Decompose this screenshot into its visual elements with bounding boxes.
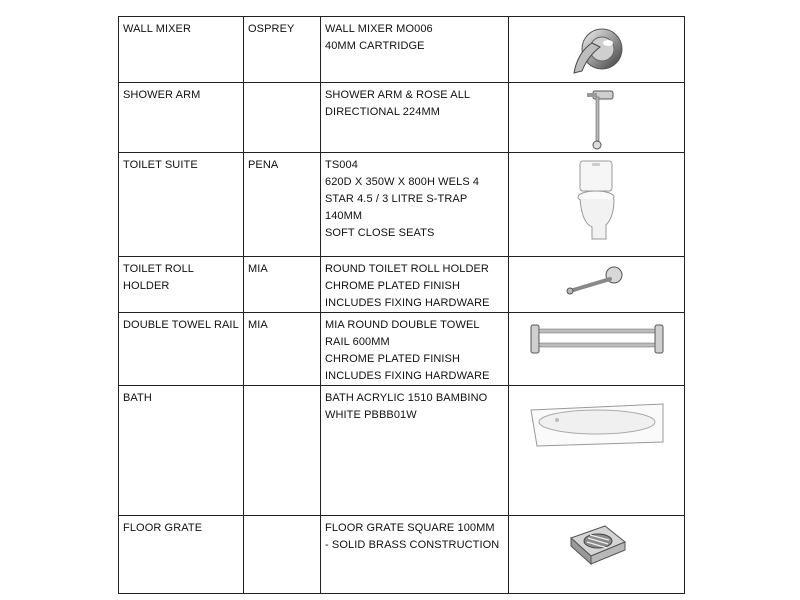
table-row <box>119 83 685 153</box>
brand: PENA <box>244 153 321 257</box>
description-line: WALL MIXER MO006 <box>325 23 433 35</box>
description <box>321 153 509 257</box>
item-name: DOUBLE TOWEL RAIL <box>119 313 244 386</box>
item-name: FLOOR GRATE <box>119 516 244 594</box>
description-line: WHITE PBBB01W <box>325 409 417 421</box>
brand <box>244 386 321 516</box>
product-image <box>509 83 685 153</box>
description <box>321 257 509 313</box>
brand: MIA <box>244 257 321 313</box>
description-line: INCLUDES FIXING HARDWARE <box>325 370 490 382</box>
table-row <box>119 516 685 594</box>
floor-grate-icon <box>565 520 629 570</box>
description-line: STAR 4.5 / 3 LITRE S-TRAP <box>325 193 468 205</box>
table-row <box>119 386 685 516</box>
description-line: 40MM CARTRIDGE <box>325 40 425 52</box>
product-image <box>509 153 685 257</box>
description-line: INCLUDES FIXING HARDWARE <box>325 297 490 309</box>
description-line: CHROME PLATED FINISH <box>325 353 461 365</box>
description-line: ROUND TOILET ROLL HOLDER <box>325 263 489 275</box>
shower-arm-icon <box>577 87 617 151</box>
description-line: FLOOR GRATE SQUARE 100MM <box>325 522 495 534</box>
description-line: SOFT CLOSE SEATS <box>325 227 435 239</box>
table-row <box>119 313 685 386</box>
description <box>321 83 509 153</box>
description <box>321 386 509 516</box>
description <box>321 313 509 386</box>
product-image <box>509 17 685 83</box>
wall-mixer-icon <box>562 21 632 79</box>
description-line: SHOWER ARM & ROSE ALL <box>325 89 471 101</box>
brand <box>244 516 321 594</box>
item-name: TOILET SUITE <box>119 153 244 257</box>
item-name: BATH <box>119 386 244 516</box>
description <box>321 17 509 83</box>
brand <box>244 83 321 153</box>
description-line: MIA ROUND DOUBLE TOWEL <box>325 319 480 331</box>
description-line: TS004 <box>325 159 358 171</box>
product-image <box>509 313 685 386</box>
product-image <box>509 516 685 594</box>
double-towel-rail-icon <box>527 317 667 361</box>
table-row <box>119 257 685 313</box>
description-line: RAIL 600MM <box>325 336 390 348</box>
description-line: BATH ACRYLIC 1510 BAMBINO <box>325 392 488 404</box>
description-line: - SOLID BRASS CONSTRUCTION <box>325 539 500 551</box>
description-line: CHROME PLATED FINISH <box>325 280 461 292</box>
description-line: 620D X 350W X 800H WELS 4 <box>325 176 480 188</box>
item-name: WALL MIXER <box>119 17 244 83</box>
brand: MIA <box>244 313 321 386</box>
description-line: DIRECTIONAL 224MM <box>325 106 440 118</box>
item-name: SHOWER ARM <box>119 83 244 153</box>
product-image <box>509 257 685 313</box>
toilet-suite-icon <box>570 157 624 243</box>
brand: OSPREY <box>244 17 321 83</box>
fixtures-table <box>118 16 685 594</box>
table-row <box>119 17 685 83</box>
bath-icon <box>527 390 667 450</box>
description-line: 140MM <box>325 210 363 222</box>
item-name: TOILET ROLL HOLDER <box>119 257 244 313</box>
table-row <box>119 153 685 257</box>
description <box>321 516 509 594</box>
product-image <box>509 386 685 516</box>
toilet-roll-holder-icon <box>560 261 634 301</box>
